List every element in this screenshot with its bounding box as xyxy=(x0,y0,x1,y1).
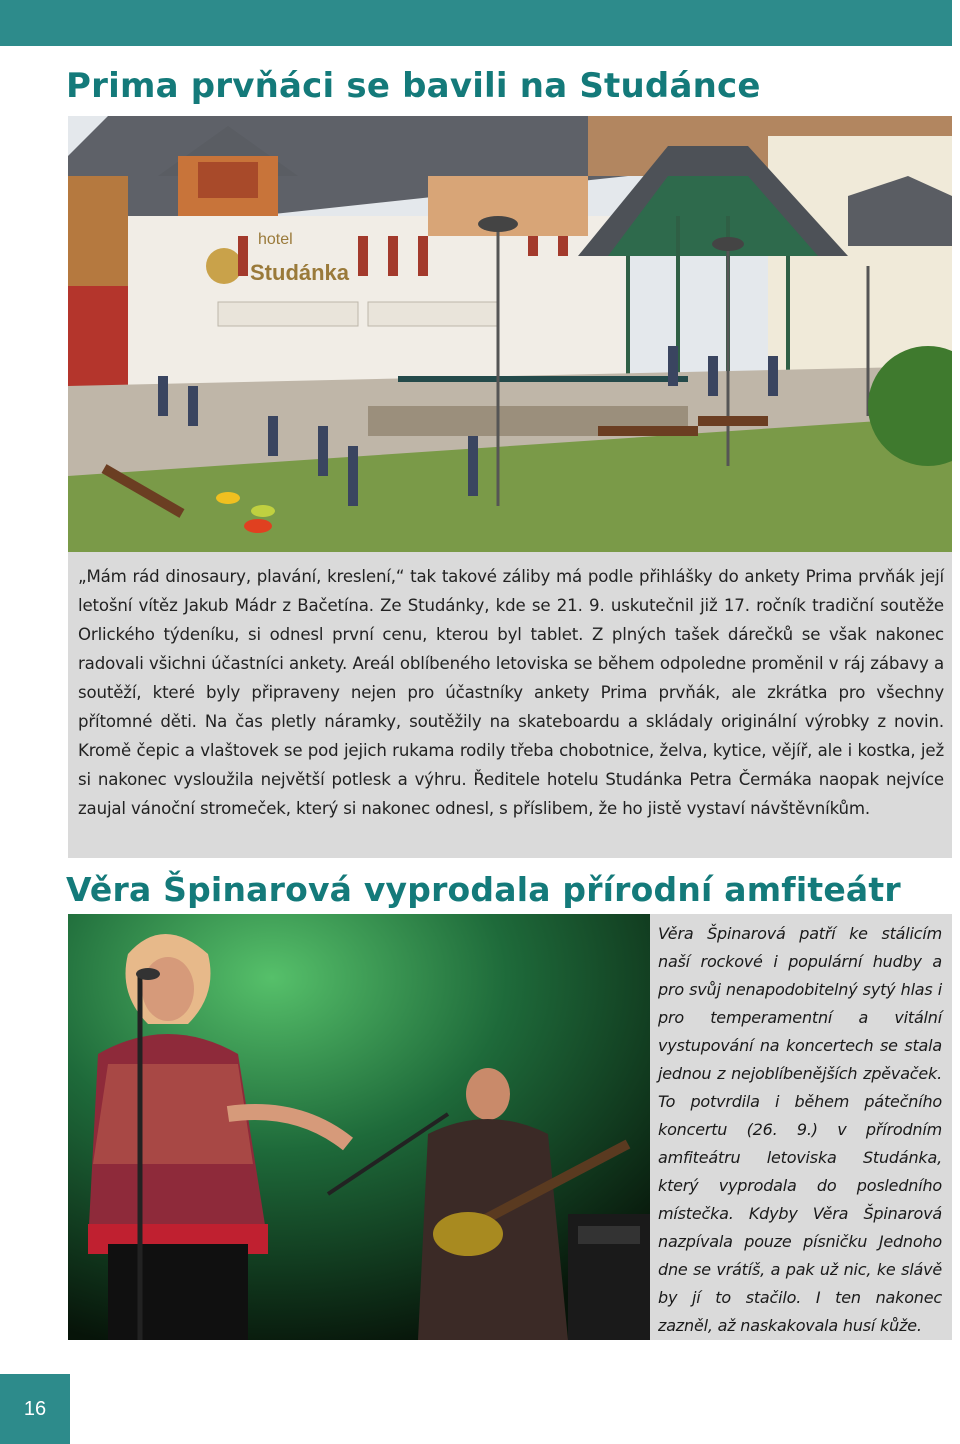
article-title-vera-spinarova: Věra Špinarová vyprodala přírodní amfiteátr xyxy=(66,870,901,909)
hotel-logo-icon xyxy=(206,248,242,284)
hotel-courtyard-illustration xyxy=(68,116,952,552)
concert-photo xyxy=(68,914,650,1340)
top-accent-bar xyxy=(0,0,952,46)
article2-sidebox xyxy=(650,914,952,1340)
article1-body: „Mám rád dinosaury, plavání, kreslení,“ tak takové záliby má podle přihlášky do ankety Prima prvňák její letošní vítěz Jakub Mádr z Bačetína. Ze Studánky, kde se 21. 9. uskutečnil již 17. ročník tradiční soutěže Orlického týdeníku, si odnesl první cenu, kterou byl tablet. Z plných tašek dárečků se však nakonec radovali všichni účastníci ankety. Areál oblíbeného letoviska se během odpoledne proměnil v ráj zábavy a soutěží, které byly připraveny nejen pro účastníky ankety Prima prvňák, ale zkrátka pro všechny přítomné děti. Na čas pletly náramky, soutěžily na skateboardu a skládaly originální výrobky z novin. Kromě čepic a vlaštovek se pod jejich rukama rodily třeba chobotnice, želva, kytice, vějíř, ale i kostka, jež si nakonec vysloužila největší potlesk a výhru. Ředitele hotelu Studánka Petra Čermáka naopak nejvíce zaujal vánoční stromeček, který si nakonec odnesl, s příslibem, že ho jistě vystaví návštěvníkům. xyxy=(78,567,944,818)
article1-textbox xyxy=(68,552,952,858)
concert-illustration xyxy=(68,914,650,1340)
hotel-sign-name: Studánka xyxy=(250,260,350,285)
page-number: 16 xyxy=(0,1374,70,1444)
hotel-sign-brand: hotel xyxy=(258,231,293,248)
hotel-studanka-courtyard-photo xyxy=(68,116,952,552)
article2-body: Věra Špinarová patří ke stálicím naší rockové i populární hudby a pro svůj nenapodobitelný sytý hlas i pro temperamentní a vitální vystupování na koncertech se stala jednou z nejoblíbenějších zpěvaček. To potvrdila i během pátečního koncertu (26. 9.) v přírodním amfiteátru letoviska Studánka, který vyprodala do posledního místečka. Kdyby Věra Špinarová nazpívala pouze písničku Jednoho dne se vrátíš, a pak už nic, ke slávě by jí to stačilo. I ten nakonec zazněl, až naskakovala husí kůže. xyxy=(658,924,942,1335)
article-title-prima-prvnaci: Prima prvňáci se bavili na Studánce xyxy=(66,66,761,106)
